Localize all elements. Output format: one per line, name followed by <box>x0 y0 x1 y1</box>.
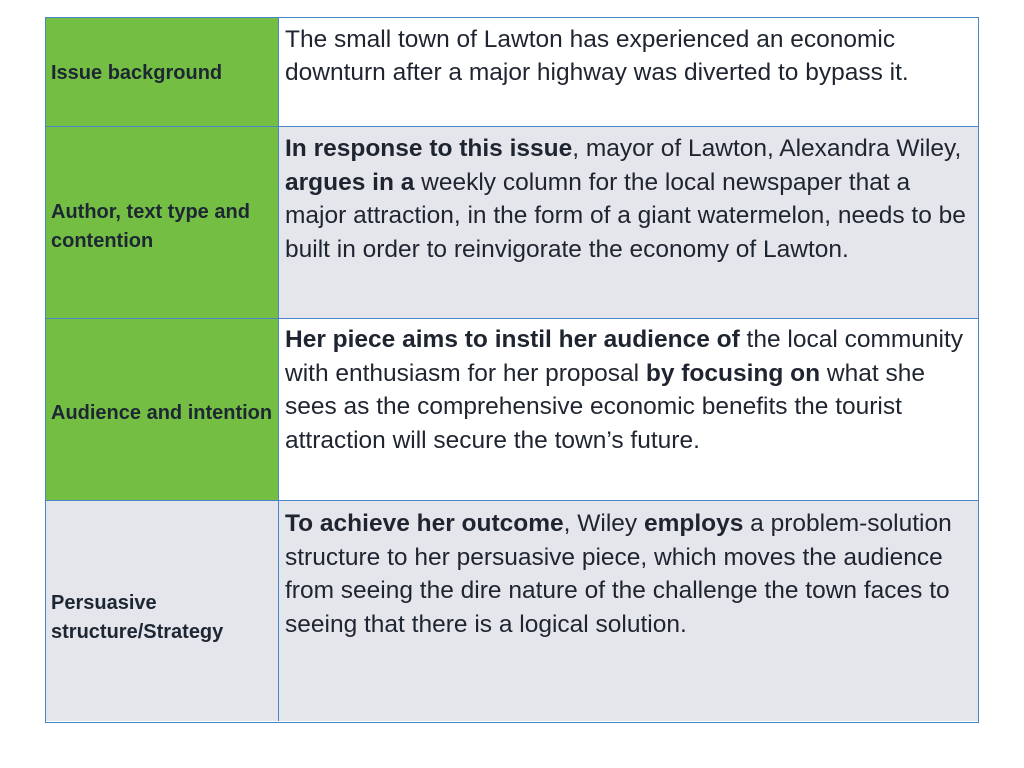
content-text: , Wiley <box>563 510 644 537</box>
table-row-audience-intention <box>46 318 978 500</box>
row-content-author-text-type-contention <box>279 127 978 318</box>
table-row-author-text-type-contention <box>46 126 978 318</box>
content-text: the local community with enthusiasm for her proposal <box>285 326 964 387</box>
row-label-issue-background <box>46 18 279 126</box>
row-content-issue-background <box>279 18 978 126</box>
content-text: a problem-solution structure to her persuasive piece, which moves the audience from seeing the dire nature of the challenge the town faces to seeing that there is a logical solution. <box>285 510 952 638</box>
row-label-audience-intention <box>46 319 279 500</box>
row-label-persuasive-structure <box>46 501 279 721</box>
content-text: what she sees as the comprehensive economic benefits the tourist attraction will secure the town’s future. <box>285 359 925 454</box>
table-row-persuasive-structure <box>46 500 978 721</box>
content-bold-text: Her piece aims to instil her audience of <box>285 326 740 353</box>
row-label-text: Issue background <box>51 61 223 84</box>
row-label-text: Persuasive structure/Strategy <box>51 592 224 643</box>
row-label-text: Author, text type and contention <box>51 200 250 252</box>
row-content-audience-intention <box>279 319 978 500</box>
content-bold-text: To achieve her outcome <box>285 510 564 537</box>
content-bold-text: by focusing on <box>645 359 821 387</box>
content-bold-text: employs <box>643 510 744 537</box>
row-label-text: Audience and intention <box>51 402 273 424</box>
row-label-author-text-type-contention <box>46 127 279 318</box>
content-text: , mayor of Lawton, Alexandra Wiley, <box>572 135 962 162</box>
content-text: weekly column for the local newspaper that a major attraction, in the form of a giant watermelon, needs to be built in order to reinvigorate the economy of Lawton. <box>285 168 966 263</box>
content-bold-text: In response to this issue <box>285 135 573 162</box>
table-row-issue-background <box>46 18 978 126</box>
analysis-table <box>45 17 979 723</box>
content-text: The small town of Lawton has experienced an economic downturn after a major highway was diverted to bypass it. <box>285 26 909 86</box>
content-bold-text: argues in a <box>285 168 415 196</box>
row-content-persuasive-structure <box>279 501 978 721</box>
